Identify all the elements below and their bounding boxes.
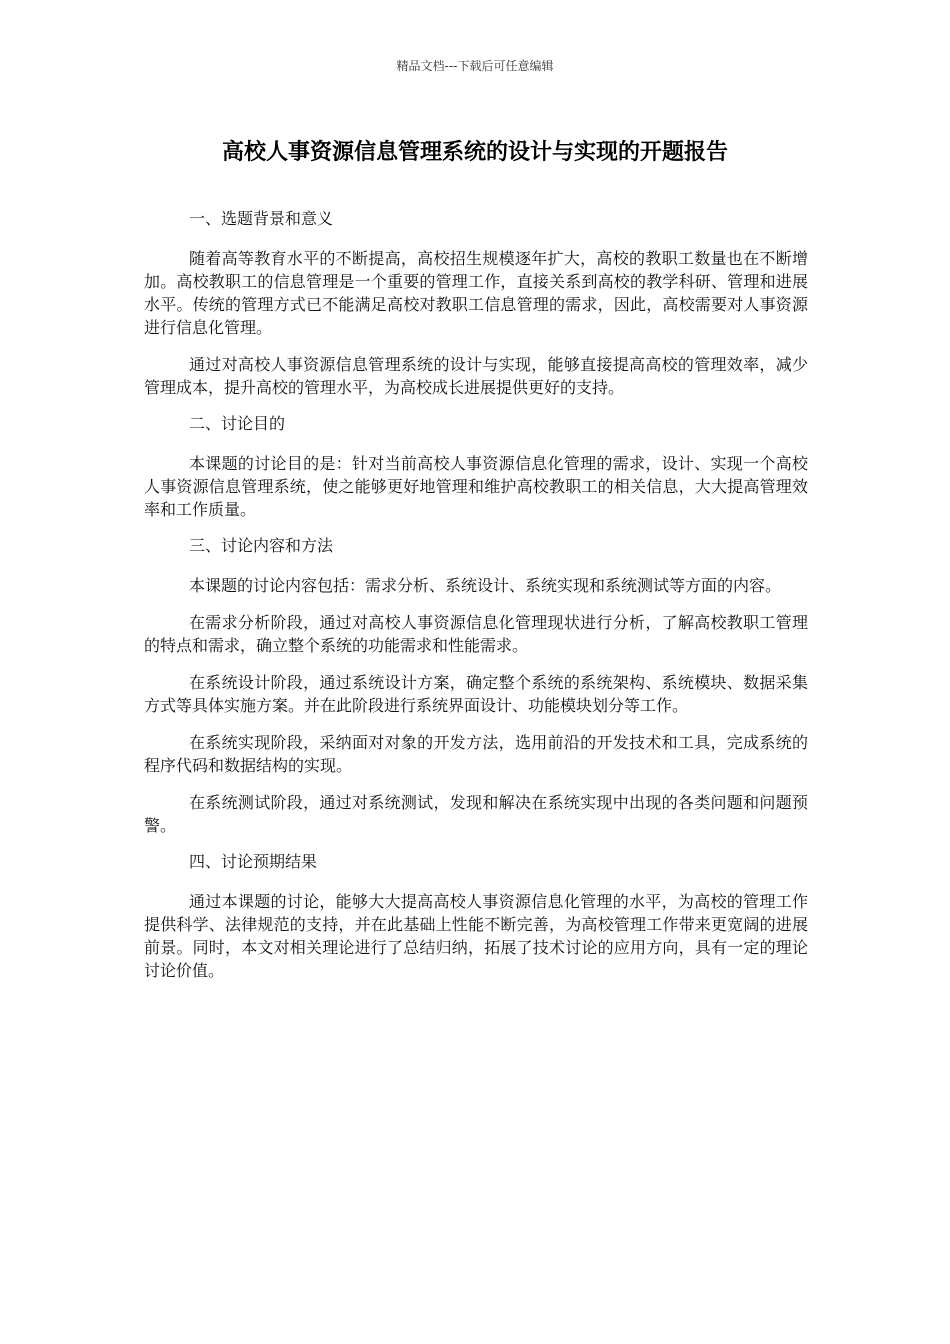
page-header: 精品文档---下载后可任意编辑 (396, 59, 554, 73)
section-purpose (144, 413, 808, 521)
section-background (144, 208, 808, 399)
paragraph: 通过对高校人事资源信息管理系统的设计与实现，能够直接提高高校的管理效率，减少管理成本，提升高校的管理水平，为高校成长进展提供更好的支持。 (144, 355, 808, 397)
paragraph: 在系统实现阶段，采纳面对对象的开发方法，选用前沿的开发技术和工具，完成系统的程序代码和数据结构的实现。 (144, 733, 808, 775)
paragraph: 本课题的讨论内容包括：需求分析、系统设计、系统实现和系统测试等方面的内容。 (189, 576, 782, 595)
section-heading: 四、讨论预期结果 (189, 852, 318, 871)
paragraph: 在系统测试阶段，通过对系统测试，发现和解决在系统实现中出现的各类问题和问题预警。 (144, 793, 808, 835)
section-heading: 一、选题背景和意义 (189, 209, 334, 228)
paragraph: 通过本课题的讨论，能够大大提高高校人事资源信息化管理的水平，为高校的管理工作提供科学、法律规范的支持，并在此基础上性能不断完善，为高校管理工作带来更宽阔的进展前景。同时，本文对相关理论进行了总结归纳，拓展了技术讨论的应用方向，具有一定的理论讨论价值。 (144, 892, 808, 980)
paragraph: 本课题的讨论目的是：针对当前高校人事资源信息化管理的需求，设计、实现一个高校人事资源信息管理系统，使之能够更好地管理和维护高校教职工的相关信息，大大提高管理效率和工作质量。 (144, 454, 808, 519)
section-heading: 二、讨论目的 (189, 414, 286, 433)
paragraph: 在系统设计阶段，通过系统设计方案，确定整个系统的系统架构、系统模块、数据采集方式等具体实施方案。并在此阶段进行系统界面设计、功能模块划分等工作。 (144, 673, 808, 715)
paragraph: 随着高等教育水平的不断提高，高校招生规模逐年扩大，高校的教职工数量也在不断增加。高校教职工的信息管理是一个重要的管理工作，直接关系到高校的教学科研、管理和进展水平。传统的管理方式已不能满足高校对教职工信息管理的需求，因此，高校需要对人事资源进行信息化管理。 (144, 249, 808, 337)
paragraph: 在需求分析阶段，通过对高校人事资源信息化管理现状进行分析，了解高校教职工管理的特点和需求，确立整个系统的功能需求和性能需求。 (144, 613, 808, 655)
section-content-methods (144, 535, 808, 837)
document-title: 高校人事资源信息管理系统的设计与实现的开题报告 (221, 140, 728, 165)
section-expected-results (144, 851, 808, 982)
document-body (144, 208, 808, 996)
section-heading: 三、讨论内容和方法 (189, 536, 334, 555)
